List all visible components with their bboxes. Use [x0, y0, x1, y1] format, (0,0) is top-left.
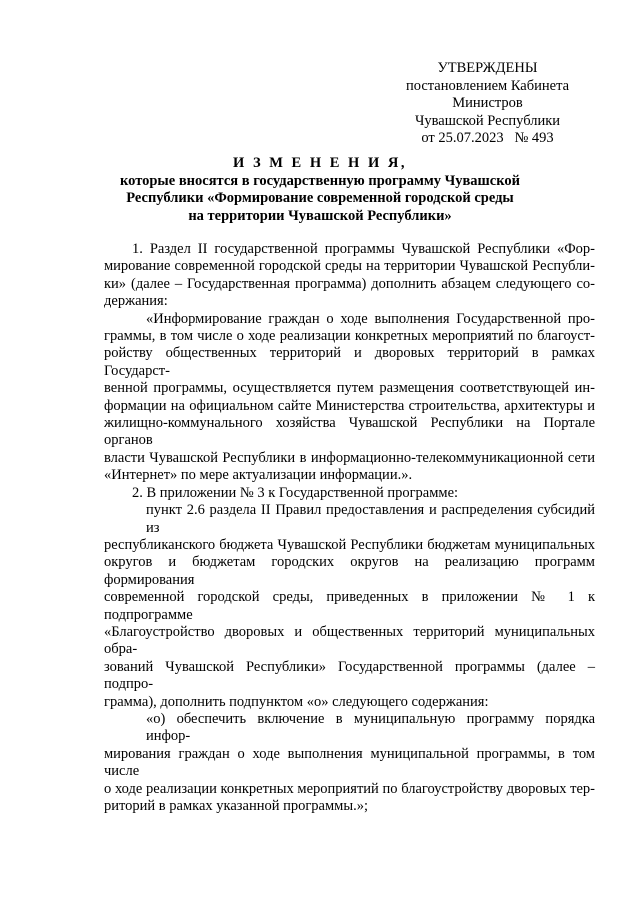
body-line: граммы, в том числе о ходе реализации конкретных мероприятий по благоуст- [104, 328, 595, 345]
body-line: «Благоустройство дворовых и общественных территорий муниципальных обра- [104, 623, 595, 658]
body-line: грамма), дополнить подпунктом «о» следующего содержания: [104, 693, 489, 710]
document-body [104, 241, 595, 815]
title-line: которые вносятся в государственную программу Чувашской [119, 172, 521, 189]
body-line: ройству общественных территорий и дворовых территорий в рамках Государст- [104, 345, 595, 379]
body-line: пункт 2.6 раздела II Правил предоставления и распределения субсидий из [146, 502, 595, 536]
title-line: на территории Чувашской Республики» [188, 207, 452, 224]
approval-heading: УТВЕРЖДЕНЫ [437, 60, 538, 76]
body-line: республиканского бюджета Чувашской Республики бюджетам муниципальных [104, 536, 595, 553]
body-line: мирование современной городской среды на территории Чувашской Республи- [104, 258, 595, 275]
approval-republic: Чувашской Республики [414, 112, 561, 129]
body-line: 2. В приложении № 3 к Государственной программе: [132, 484, 459, 501]
title-heading: И З М Е Н Е Н И Я, [233, 155, 407, 171]
body-line: 1. Раздел II государственной программы Чувашской Республики «Фор- [132, 241, 595, 257]
title-line: Республики «Формирование современной городской среды [126, 190, 514, 206]
body-line: власти Чувашской Республики в информационно-телекоммуникационной сети [104, 449, 595, 466]
body-line: жилищно-коммунального хозяйства Чувашской Республики на Портале органов [104, 415, 595, 449]
body-line: «Информирование граждан о ходе выполнения Государственной про- [146, 310, 595, 327]
body-line: риторий в рамках указанной программы.»; [104, 798, 368, 814]
body-line: «о) обеспечить включение в муниципальную программу порядка инфор- [146, 710, 595, 745]
body-line: венной программы, осуществляется путем размещения соответствующей ин- [104, 380, 595, 397]
body-line: формации на официальном сайте Министерства строительства, архитектуры и [104, 397, 595, 414]
document-title [100, 155, 540, 225]
body-line: округов и бюджетам городских округов на реализацию программ формирования [104, 554, 595, 588]
body-line: о ходе реализации конкретных мероприятий по благоустройству дворовых тер- [104, 780, 595, 797]
approval-authority: постановлением Кабинета Министров [405, 77, 570, 111]
approval-stamp [370, 60, 605, 148]
body-line: современной городской среды, приведенных в приложении № 1 к подпрограмме [104, 589, 595, 623]
body-line: «Интернет» по мере актуализации информации.». [104, 467, 413, 484]
body-line: держания: [104, 293, 168, 310]
body-line: зований Чувашской Республики» Государственной программы (далее – подпро- [104, 658, 595, 693]
body-line: мирования граждан о ходе выполнения муниципальной программы, в том числе [104, 745, 595, 780]
approval-date-number: от 25.07.2023 № 493 [421, 130, 554, 146]
body-line: ки» (далее – Государственная программа) дополнить абзацем следующего со- [104, 275, 595, 292]
